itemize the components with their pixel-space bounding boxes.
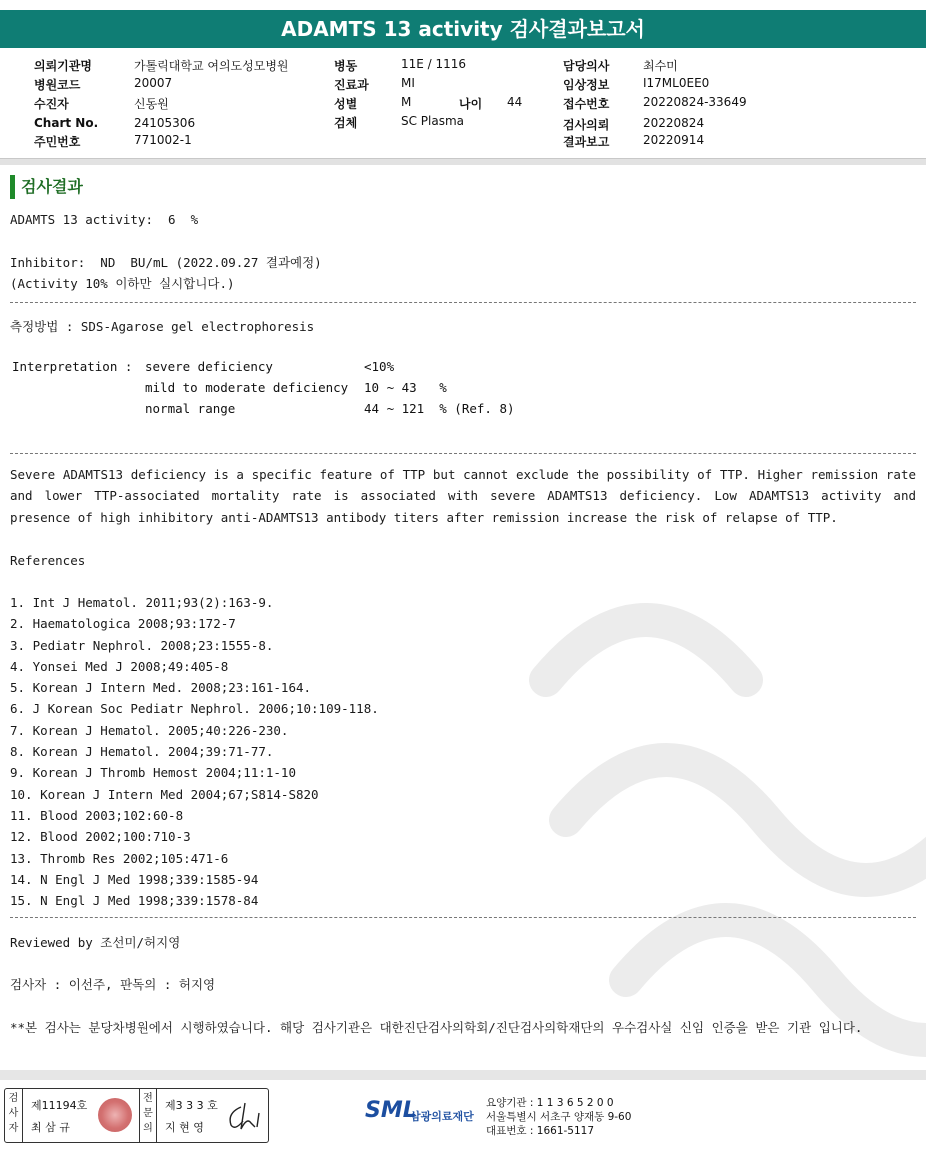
org-code: 요양기관 : 1 1 3 6 5 2 0 0 — [486, 1097, 614, 1109]
organization-name: 삼광의료재단 — [410, 1110, 474, 1123]
info-value: 가톨릭대학교 여의도성모병원 — [134, 59, 289, 73]
info-label: 진료과 — [334, 78, 369, 92]
reference-item: 7. Korean J Hematol. 2005;40:226-230. — [10, 722, 289, 738]
reference-list — [10, 592, 916, 911]
dashed-divider — [10, 917, 916, 918]
signature-box — [4, 1088, 269, 1143]
info-value: 771002-1 — [134, 133, 192, 147]
interpretation-category: mild to moderate deficiency — [145, 380, 349, 395]
info-value: I17ML0EE0 — [643, 76, 710, 90]
interpretation-label: Interpretation : — [12, 359, 133, 374]
patient-info — [0, 54, 926, 154]
info-value: 24105306 — [134, 116, 196, 130]
reference-item: 2. Haematologica 2008;93:172-7 — [10, 616, 236, 632]
info-label: 결과보고 — [563, 135, 610, 149]
info-label: 나이 — [459, 97, 483, 111]
info-value: 20220824-33649 — [643, 95, 747, 109]
info-label: 수진자 — [34, 97, 69, 111]
reference-item: 10. Korean J Intern Med 2004;67;S814-S820 — [10, 786, 319, 802]
info-value: 44 — [507, 95, 523, 109]
reference-item: 13. Thromb Res 2002;105:471-6 — [10, 850, 229, 866]
interpretation-range: 44 ~ 121 % (Ref. 8) — [364, 401, 515, 416]
footnote: **본 검사는 분당차병원에서 시행하였습니다. 해당 검사기관은 대한진단검사의학회/진단검사의학재단의 우수검사실 신임 인증을 받은 기관 입니다. — [10, 1020, 863, 1035]
handwritten-signature — [225, 1099, 263, 1133]
info-value: 최수미 — [643, 59, 678, 73]
info-value: 20007 — [134, 76, 173, 90]
reference-item: 11. Blood 2003;102:60-8 — [10, 807, 184, 823]
reviewed-by: Reviewed by 조선미/허지영 — [10, 935, 181, 950]
inhibitor-result: Inhibitor: ND BU/mL (2022.09.27 결과예정) — [10, 255, 322, 270]
reference-item: 14. N Engl J Med 1998;339:1585-94 — [10, 871, 259, 887]
examiner-line: 검사자 : 이선주, 판독의 : 허지영 — [10, 977, 216, 992]
license-number: 제11194호 — [31, 1099, 88, 1112]
info-label: 병동 — [334, 59, 358, 73]
info-value: M — [401, 95, 412, 109]
org-address: 서울특별시 서초구 양재동 9-60 — [486, 1111, 632, 1123]
reference-item: 15. N Engl J Med 1998;339:1578-84 — [10, 893, 259, 909]
reference-item: 6. J Korean Soc Pediatr Nephrol. 2006;10:109-118. — [10, 701, 379, 717]
interpretation-range: 10 ~ 43 % — [364, 380, 447, 395]
references-title: References — [10, 553, 86, 568]
info-label: 임상정보 — [563, 78, 610, 92]
info-label: 성별 — [334, 97, 358, 111]
interpretation-category: severe deficiency — [145, 359, 273, 374]
info-value: SC Plasma — [401, 114, 465, 128]
organization-info — [486, 1096, 631, 1138]
info-value: 11E / 1116 — [401, 57, 467, 71]
signer-name: 최 삼 규 — [31, 1121, 70, 1134]
interpretation-category: normal range — [145, 401, 236, 416]
dashed-divider — [10, 302, 916, 303]
footer-divider — [0, 1070, 926, 1080]
official-seal — [98, 1098, 132, 1132]
stamp-header-specialist: 전 문 의 — [139, 1089, 157, 1142]
info-label: 병원코드 — [34, 78, 81, 92]
info-label: 주민번호 — [34, 135, 81, 149]
reference-item: 1. Int J Hematol. 2011;93(2):163-9. — [10, 595, 274, 610]
reference-item: 3. Pediatr Nephrol. 2008;23:1555-8. — [10, 637, 274, 653]
method-line: 측정방법 : SDS-Agarose gel electrophoresis — [10, 319, 315, 334]
report-title: ADAMTS 13 activity 검사결과보고서 — [0, 10, 926, 48]
signer-name: 지 현 영 — [165, 1121, 204, 1134]
dashed-divider — [10, 453, 916, 454]
section-title-results: 검사결과 — [10, 175, 83, 199]
header-divider — [0, 158, 926, 165]
activity-result: ADAMTS 13 activity: 6 % — [10, 212, 199, 227]
reference-item: 5. Korean J Intern Med. 2008;23:161-164. — [10, 680, 312, 696]
interpretation-range: <10% — [364, 359, 395, 374]
interpretation-comment: Severe ADAMTS13 deficiency is a specific feature of TTP but cannot exclude the possibility of TTP. Higher remission rate and lower TTP-associated mortality rate is associated with severe ADAMTS13 deficiency. Low ADAMTS13 activity and presence of high inhibitory anti-ADAMTS13 antibody titers after remission increase the risk of relapse of TTP. — [10, 467, 916, 525]
reference-item: 8. Korean J Hematol. 2004;39:71-77. — [10, 744, 274, 760]
info-label: 검사의뢰 — [563, 118, 610, 132]
info-label: 의뢰기관명 — [34, 59, 92, 73]
reference-item: 12. Blood 2002;100:710-3 — [10, 829, 191, 845]
info-value: MI — [401, 76, 415, 90]
sml-logo: SML — [365, 1098, 417, 1123]
reference-item: 9. Korean J Thromb Hemost 2004;11:1-10 — [10, 765, 296, 781]
license-number: 제3 3 3 호 — [165, 1099, 218, 1112]
info-label: Chart No. — [34, 116, 99, 130]
stamp-header-examiner: 검 사 자 — [5, 1089, 23, 1142]
inhibitor-note: (Activity 10% 이하만 실시합니다.) — [10, 276, 235, 291]
info-value: 신동원 — [134, 97, 169, 111]
info-value: 20220914 — [643, 133, 705, 147]
info-label: 접수번호 — [563, 97, 610, 111]
reference-item: 4. Yonsei Med J 2008;49:405-8 — [10, 658, 229, 674]
info-value: 20220824 — [643, 116, 705, 130]
info-label: 검체 — [334, 116, 358, 130]
info-label: 담당의사 — [563, 59, 610, 73]
org-phone: 대표번호 : 1661-5117 — [486, 1125, 595, 1137]
